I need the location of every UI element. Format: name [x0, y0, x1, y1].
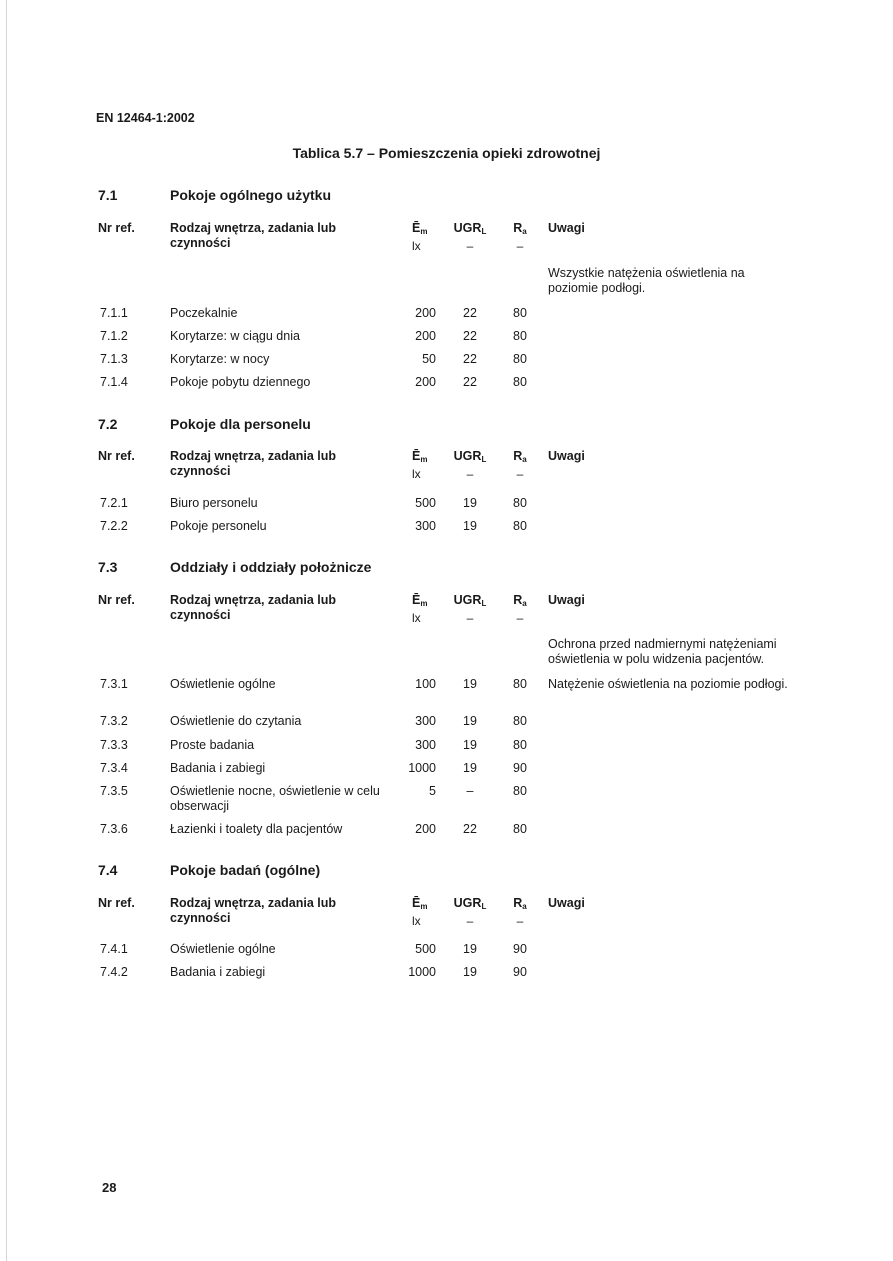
row-ra: 80: [513, 375, 527, 389]
row-ra: 80: [513, 784, 527, 798]
header-nr-ref: Nr ref.: [98, 449, 135, 463]
section-number: 7.4: [98, 862, 118, 878]
row-description: Łazienki i toalety dla pacjentów: [170, 822, 343, 836]
row-em: 300: [415, 519, 436, 533]
row-ugr: 22: [463, 822, 477, 836]
row-ref: 7.3.2: [100, 714, 128, 728]
row-em: 500: [415, 496, 436, 510]
header-ra: $R_a$ –: [513, 896, 527, 928]
header-remarks: Uwagi: [548, 593, 585, 607]
section-note: Wszystkie natężenia oświetlenia na poziomie podłogi.: [548, 266, 745, 295]
row-ra: 80: [513, 714, 527, 728]
header-remarks: Uwagi: [548, 449, 585, 463]
header-nr-ref: Nr ref.: [98, 593, 135, 607]
row-description: Badania i zabiegi: [170, 761, 266, 775]
header-ra: $R_a$ –: [513, 593, 527, 625]
row-ugr: 19: [463, 761, 477, 775]
row-ugr: 19: [463, 965, 477, 979]
header-nr-ref: Nr ref.: [98, 896, 135, 910]
row-ugr: 22: [463, 352, 477, 366]
header-ugr: $UGR_L$ –: [453, 896, 487, 928]
header-em: $Ē_m$ lx: [412, 449, 428, 481]
row-description: Poczekalnie: [170, 306, 238, 320]
section-title: Oddziały i oddziały położnicze: [170, 559, 372, 575]
row-ugr: 19: [463, 942, 477, 956]
row-ref: 7.4.2: [100, 965, 128, 979]
row-description: Pokoje pobytu dziennego: [170, 375, 311, 389]
header-em: $Ē_m$ lx: [412, 221, 428, 253]
row-ra: 80: [513, 352, 527, 366]
row-remarks: Natężenie oświetlenia na poziomie podłogi.: [548, 677, 788, 691]
row-ugr: 19: [463, 496, 477, 510]
header-em: $Ē_m$ lx: [412, 896, 428, 928]
page-number: 28: [102, 1180, 117, 1195]
row-ref: 7.1.1: [100, 306, 128, 320]
row-ra: 80: [513, 306, 527, 320]
row-ra: 80: [513, 519, 527, 533]
row-ref: 7.3.4: [100, 761, 128, 775]
section-title: Pokoje badań (ogólne): [170, 862, 321, 878]
header-ra: $R_a$ –: [513, 449, 527, 481]
row-description: Oświetlenie do czytania: [170, 714, 302, 728]
row-ugr: 19: [463, 738, 477, 752]
row-ref: 7.3.6: [100, 822, 128, 836]
row-em: 50: [422, 352, 436, 366]
header-remarks: Uwagi: [548, 896, 585, 910]
section-title: Pokoje ogólnego użytku: [170, 187, 332, 203]
header-remarks: Uwagi: [548, 221, 585, 235]
row-description: Oświetlenie ogólne: [170, 942, 276, 956]
header-ugr: $UGR_L$ –: [453, 221, 487, 253]
row-description: Badania i zabiegi: [170, 965, 266, 979]
row-ugr: 22: [463, 375, 477, 389]
row-em: 1000: [408, 965, 436, 979]
row-ra: 90: [513, 942, 527, 956]
row-em: 100: [415, 677, 436, 691]
row-ra: 80: [513, 738, 527, 752]
section-note: Ochrona przed nadmiernymi natężeniami oświetlenia w polu widzenia pacjentów.: [548, 637, 777, 666]
row-ugr: –: [466, 784, 474, 798]
row-ra: 80: [513, 329, 527, 343]
row-ugr: 22: [463, 329, 477, 343]
header-ugr: $UGR_L$ –: [453, 449, 487, 481]
row-ref: 7.3.5: [100, 784, 128, 798]
row-ref: 7.3.1: [100, 677, 128, 691]
row-ref: 7.2.2: [100, 519, 128, 533]
row-em: 200: [415, 306, 436, 320]
standard-id: EN 12464-1:2002: [96, 111, 195, 125]
header-ugr: $UGR_L$ –: [453, 593, 487, 625]
section-number: 7.2: [98, 416, 118, 432]
row-em: 5: [429, 784, 436, 798]
row-em: 300: [415, 738, 436, 752]
section-title: Pokoje dla personelu: [170, 416, 311, 432]
row-ra: 80: [513, 822, 527, 836]
row-description: Biuro personelu: [170, 496, 258, 510]
row-description: Oświetlenie nocne, oświetlenie w celu obserwacji: [170, 784, 380, 813]
row-em: 200: [415, 375, 436, 389]
row-description: Oświetlenie ogólne: [170, 677, 276, 691]
row-ugr: 19: [463, 677, 477, 691]
row-ugr: 19: [463, 519, 477, 533]
row-ra: 90: [513, 761, 527, 775]
row-ref: 7.1.4: [100, 375, 128, 389]
row-description: Pokoje personelu: [170, 519, 267, 533]
header-nr-ref: Nr ref.: [98, 221, 135, 235]
row-ugr: 22: [463, 306, 477, 320]
row-ugr: 19: [463, 714, 477, 728]
row-ra: 80: [513, 496, 527, 510]
section-number: 7.3: [98, 559, 118, 575]
row-em: 500: [415, 942, 436, 956]
page-binding-edge: [6, 0, 7, 1261]
row-em: 200: [415, 822, 436, 836]
header-description: Rodzaj wnętrza, zadania lub czynności: [170, 221, 336, 250]
row-description: Proste badania: [170, 738, 255, 752]
header-description: Rodzaj wnętrza, zadania lub czynności: [170, 896, 336, 925]
row-em: 200: [415, 329, 436, 343]
row-ref: 7.1.2: [100, 329, 128, 343]
section-number: 7.1: [98, 187, 118, 203]
header-description: Rodzaj wnętrza, zadania lub czynności: [170, 449, 336, 478]
row-em: 1000: [408, 761, 436, 775]
header-em: $Ē_m$ lx: [412, 593, 428, 625]
header-ra: $R_a$ –: [513, 221, 527, 253]
table-title: Tablica 5.7 – Pomieszczenia opieki zdrowotnej: [292, 145, 601, 161]
row-ra: 80: [513, 677, 527, 691]
row-description: Korytarze: w ciągu dnia: [170, 329, 300, 343]
row-em: 300: [415, 714, 436, 728]
row-ref: 7.3.3: [100, 738, 128, 752]
row-description: Korytarze: w nocy: [170, 352, 270, 366]
header-description: Rodzaj wnętrza, zadania lub czynności: [170, 593, 336, 622]
row-ref: 7.4.1: [100, 942, 128, 956]
row-ref: 7.2.1: [100, 496, 128, 510]
row-ra: 90: [513, 965, 527, 979]
row-ref: 7.1.3: [100, 352, 128, 366]
